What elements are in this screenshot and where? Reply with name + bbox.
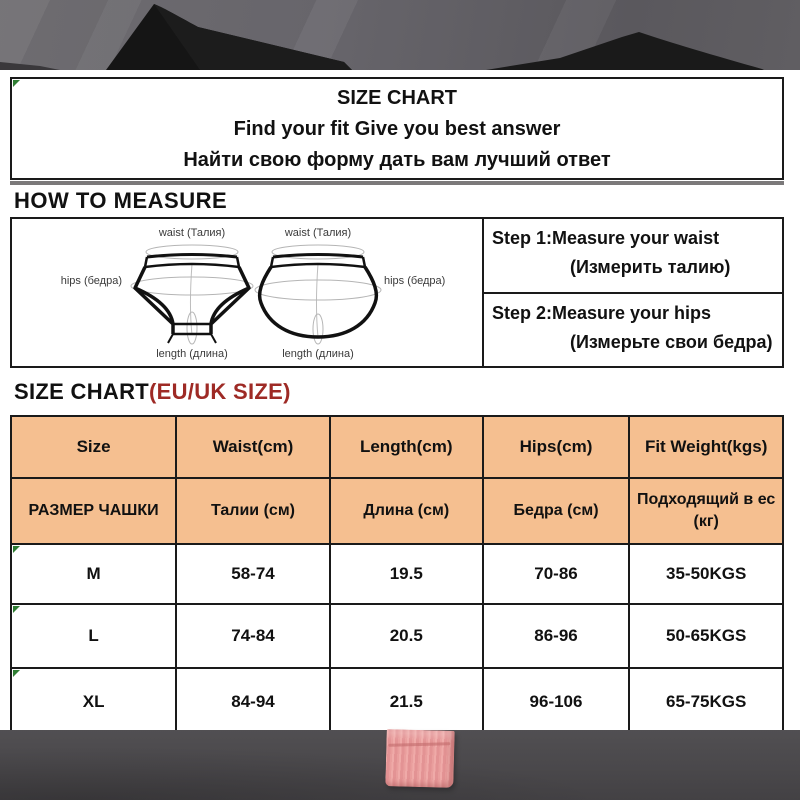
waist-label-left: waist (Талия) bbox=[158, 227, 226, 239]
cell-text: 70-86 bbox=[534, 564, 578, 583]
length-label-right: length (длина) bbox=[282, 348, 354, 360]
cell-text: 20.5 bbox=[389, 626, 423, 645]
waist-label-right: waist (Талия) bbox=[284, 227, 352, 239]
cell-hips-l bbox=[483, 604, 630, 668]
pink-fabric bbox=[385, 729, 454, 788]
cell-text: 86-96 bbox=[534, 626, 578, 645]
table-header-row-en bbox=[11, 416, 783, 478]
cell-text: 50-65KGS bbox=[666, 626, 747, 645]
step-1-cell bbox=[484, 219, 782, 294]
product-photo-top bbox=[0, 0, 800, 70]
cell-weight-l bbox=[629, 604, 783, 668]
excel-corner-marker-icon bbox=[13, 546, 20, 553]
col-header-waist: Waist(cm) bbox=[176, 416, 330, 478]
length-label-left: length (длина) bbox=[156, 348, 228, 360]
cell-text: 58-74 bbox=[231, 564, 275, 583]
boyshort-diagram bbox=[250, 241, 386, 347]
col-header-hips-ru: Бедра (см) bbox=[483, 478, 630, 544]
page-title: SIZE CHART bbox=[337, 86, 457, 109]
table-row bbox=[11, 604, 783, 668]
excel-corner-marker-icon bbox=[13, 80, 20, 87]
how-to-measure-heading: HOW TO MEASURE bbox=[14, 188, 228, 213]
cell-text: 65-75KGS bbox=[666, 691, 747, 711]
product-photo-bottom bbox=[0, 730, 800, 800]
cell-text: 35-50KGS bbox=[666, 564, 747, 583]
cell-hips-xl bbox=[483, 668, 630, 735]
cell-size-xl bbox=[11, 668, 176, 735]
size-chart-heading-black: SIZE CHART bbox=[14, 379, 149, 404]
col-header-size: Size bbox=[11, 416, 176, 478]
size-table bbox=[10, 415, 784, 736]
fabric-seam bbox=[388, 742, 450, 747]
cell-text: 21.5 bbox=[389, 691, 423, 711]
section-divider bbox=[10, 181, 784, 185]
table-row bbox=[11, 668, 783, 735]
cell-text: 96-106 bbox=[529, 691, 583, 711]
cell-weight-m bbox=[629, 544, 783, 604]
black-fabric-shapes bbox=[0, 0, 800, 70]
step-2-cell bbox=[484, 294, 782, 367]
col-header-length-ru: Длина (см) bbox=[330, 478, 483, 544]
cell-text: 84-94 bbox=[231, 691, 275, 711]
cell-size-l bbox=[11, 604, 176, 668]
measure-box bbox=[10, 217, 784, 368]
cell-text: XL bbox=[82, 691, 105, 711]
table-header-row-ru bbox=[11, 478, 783, 544]
brief-diagram bbox=[124, 241, 260, 347]
cell-waist-l bbox=[176, 604, 330, 668]
measure-steps bbox=[484, 219, 782, 366]
col-header-weight: Fit Weight(kgs) bbox=[629, 416, 783, 478]
cell-hips-m bbox=[483, 544, 630, 604]
excel-corner-marker-icon bbox=[13, 670, 20, 677]
cell-length-xl bbox=[330, 668, 483, 735]
subtitle-english: Find your fit Give you best answer bbox=[233, 117, 561, 140]
title-box bbox=[10, 77, 784, 180]
subtitle-russian: Найти свою форму дать вам лучший ответ bbox=[183, 148, 611, 171]
col-header-hips: Hips(cm) bbox=[483, 416, 630, 478]
hips-label-left: hips (бедра) bbox=[60, 275, 122, 287]
cell-length-l bbox=[330, 604, 483, 668]
cell-size-m bbox=[11, 544, 176, 604]
cell-text: 19.5 bbox=[389, 564, 423, 583]
size-chart-heading bbox=[14, 378, 291, 406]
cell-weight-xl bbox=[629, 668, 783, 735]
cell-waist-xl bbox=[176, 668, 330, 735]
hips-label-right: hips (бедра) bbox=[384, 275, 446, 287]
cell-text: M bbox=[86, 564, 101, 583]
col-header-weight-ru: Подходящий в ес (кг) bbox=[629, 478, 783, 544]
col-header-waist-ru: Талии (см) bbox=[176, 478, 330, 544]
step-2-text: Step 2:Measure your hips bbox=[492, 302, 712, 323]
cell-text: 74-84 bbox=[231, 626, 275, 645]
size-chart-heading-red: (EU/UK SIZE) bbox=[149, 379, 291, 404]
step-2-text-ru: (Измерьте свои бедра) bbox=[570, 331, 773, 352]
measure-diagrams bbox=[12, 219, 484, 366]
cell-waist-m bbox=[176, 544, 330, 604]
col-header-length: Length(cm) bbox=[330, 416, 483, 478]
cell-text: L bbox=[88, 626, 99, 645]
table-row bbox=[11, 544, 783, 604]
step-1-text-ru: (Измерить талию) bbox=[570, 257, 731, 277]
step-1-text: Step 1:Measure your waist bbox=[492, 228, 720, 248]
col-header-size-ru: РАЗМЕР ЧАШКИ bbox=[11, 478, 176, 544]
cell-length-m bbox=[330, 544, 483, 604]
excel-corner-marker-icon bbox=[13, 606, 20, 613]
